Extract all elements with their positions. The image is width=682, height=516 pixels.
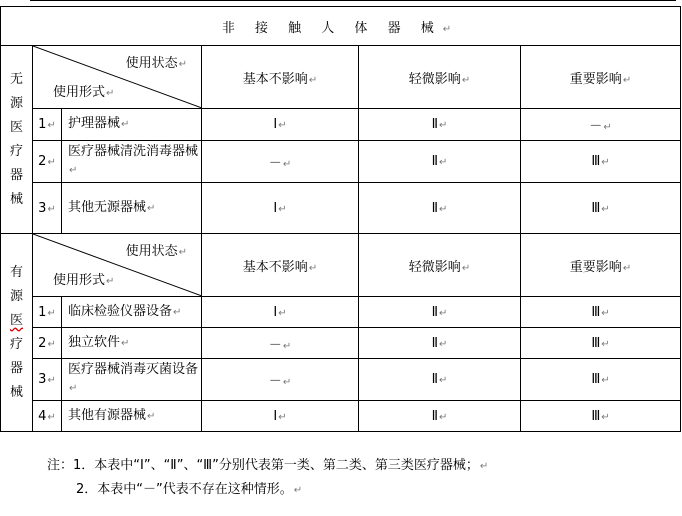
cell-major: －↵ — [521, 109, 681, 141]
col-header-major: 重要影响↵ — [521, 46, 681, 109]
row-name: 医疗器械消毒灭菌设备↵ — [62, 359, 202, 401]
group1-label: 无 源 医 疗 器 械 — [1, 46, 33, 234]
table-row — [1, 359, 681, 401]
cell-major: Ⅲ↵ — [521, 328, 681, 359]
cell-slight: Ⅱ↵ — [359, 297, 521, 328]
row-number: 2↵ — [33, 328, 62, 359]
diag-form-label: 使用形式↵ — [53, 85, 115, 100]
row-name: 临床检验仪器设备↵ — [62, 297, 202, 328]
cell-major: Ⅲ↵ — [521, 297, 681, 328]
cell-slight: Ⅱ↵ — [359, 141, 521, 183]
para-mark-icon: ↵ — [442, 23, 460, 35]
row-name: 其他有源器械↵ — [62, 401, 202, 432]
group2-diagonal-header — [33, 234, 202, 297]
table-row — [1, 183, 681, 234]
diag-status-label: 使用状态↵ — [125, 244, 187, 259]
row-name: 护理器械↵ — [62, 109, 202, 141]
cell-major: Ⅲ↵ — [521, 141, 681, 183]
cell-basic: Ⅰ↵ — [202, 183, 359, 234]
table-row — [1, 141, 681, 183]
table-title — [1, 7, 681, 46]
row-number: 3↵ — [33, 183, 62, 234]
table-notes — [47, 454, 488, 502]
row-number: 1↵ — [33, 109, 62, 141]
group2-header-row — [1, 234, 681, 297]
cell-basic: －↵ — [202, 328, 359, 359]
table-row — [1, 401, 681, 432]
cell-major: Ⅲ↵ — [521, 183, 681, 234]
row-number: 2↵ — [33, 141, 62, 183]
title-row — [1, 7, 681, 46]
row-number: 3↵ — [33, 359, 62, 401]
cell-basic: Ⅰ↵ — [202, 297, 359, 328]
col-header-slight: 轻微影响↵ — [359, 46, 521, 109]
row-number: 1↵ — [33, 297, 62, 328]
col-header-major: 重要影响↵ — [521, 234, 681, 297]
cell-slight: Ⅱ↵ — [359, 359, 521, 401]
cell-basic: －↵ — [202, 141, 359, 183]
cell-slight: Ⅱ↵ — [359, 183, 521, 234]
group1-header-row — [1, 46, 681, 109]
note-line-1: 注：1．本表中“Ⅰ”、“Ⅱ”、“Ⅲ”分别代表第一类、第二类、第三类医疗器械；↵ — [47, 458, 489, 473]
cell-basic: －↵ — [202, 359, 359, 401]
cell-slight: Ⅱ↵ — [359, 328, 521, 359]
cell-slight: Ⅱ↵ — [359, 109, 521, 141]
row-number: 4↵ — [33, 401, 62, 432]
top-rule — [30, 0, 676, 1]
table-row — [1, 297, 681, 328]
cell-basic: Ⅰ↵ — [202, 401, 359, 432]
row-name: 独立软件↵ — [62, 328, 202, 359]
col-header-basic: 基本不影响↵ — [202, 234, 359, 297]
row-name: 其他无源器械↵ — [62, 183, 202, 234]
table-row — [1, 328, 681, 359]
diag-status-label: 使用状态↵ — [125, 56, 187, 71]
cell-major: Ⅲ↵ — [521, 359, 681, 401]
group2-label: 有 源 医 疗 器 械 — [1, 234, 33, 432]
classification-table — [0, 6, 681, 432]
group1-diagonal-header — [33, 46, 202, 109]
note-line-2: 2．本表中“－”代表不存在这种情形。↵ — [76, 482, 303, 497]
cell-basic: Ⅰ↵ — [202, 109, 359, 141]
diag-form-label: 使用形式↵ — [53, 273, 115, 288]
cell-slight: Ⅱ↵ — [359, 401, 521, 432]
cell-major: Ⅲ↵ — [521, 401, 681, 432]
table-title-text: 非 接 触 人 体 器 械 — [221, 20, 442, 36]
col-header-basic: 基本不影响↵ — [202, 46, 359, 109]
row-name: 医疗器械清洗消毒器械↵ — [62, 141, 202, 183]
table-row — [1, 109, 681, 141]
col-header-slight: 轻微影响↵ — [359, 234, 521, 297]
